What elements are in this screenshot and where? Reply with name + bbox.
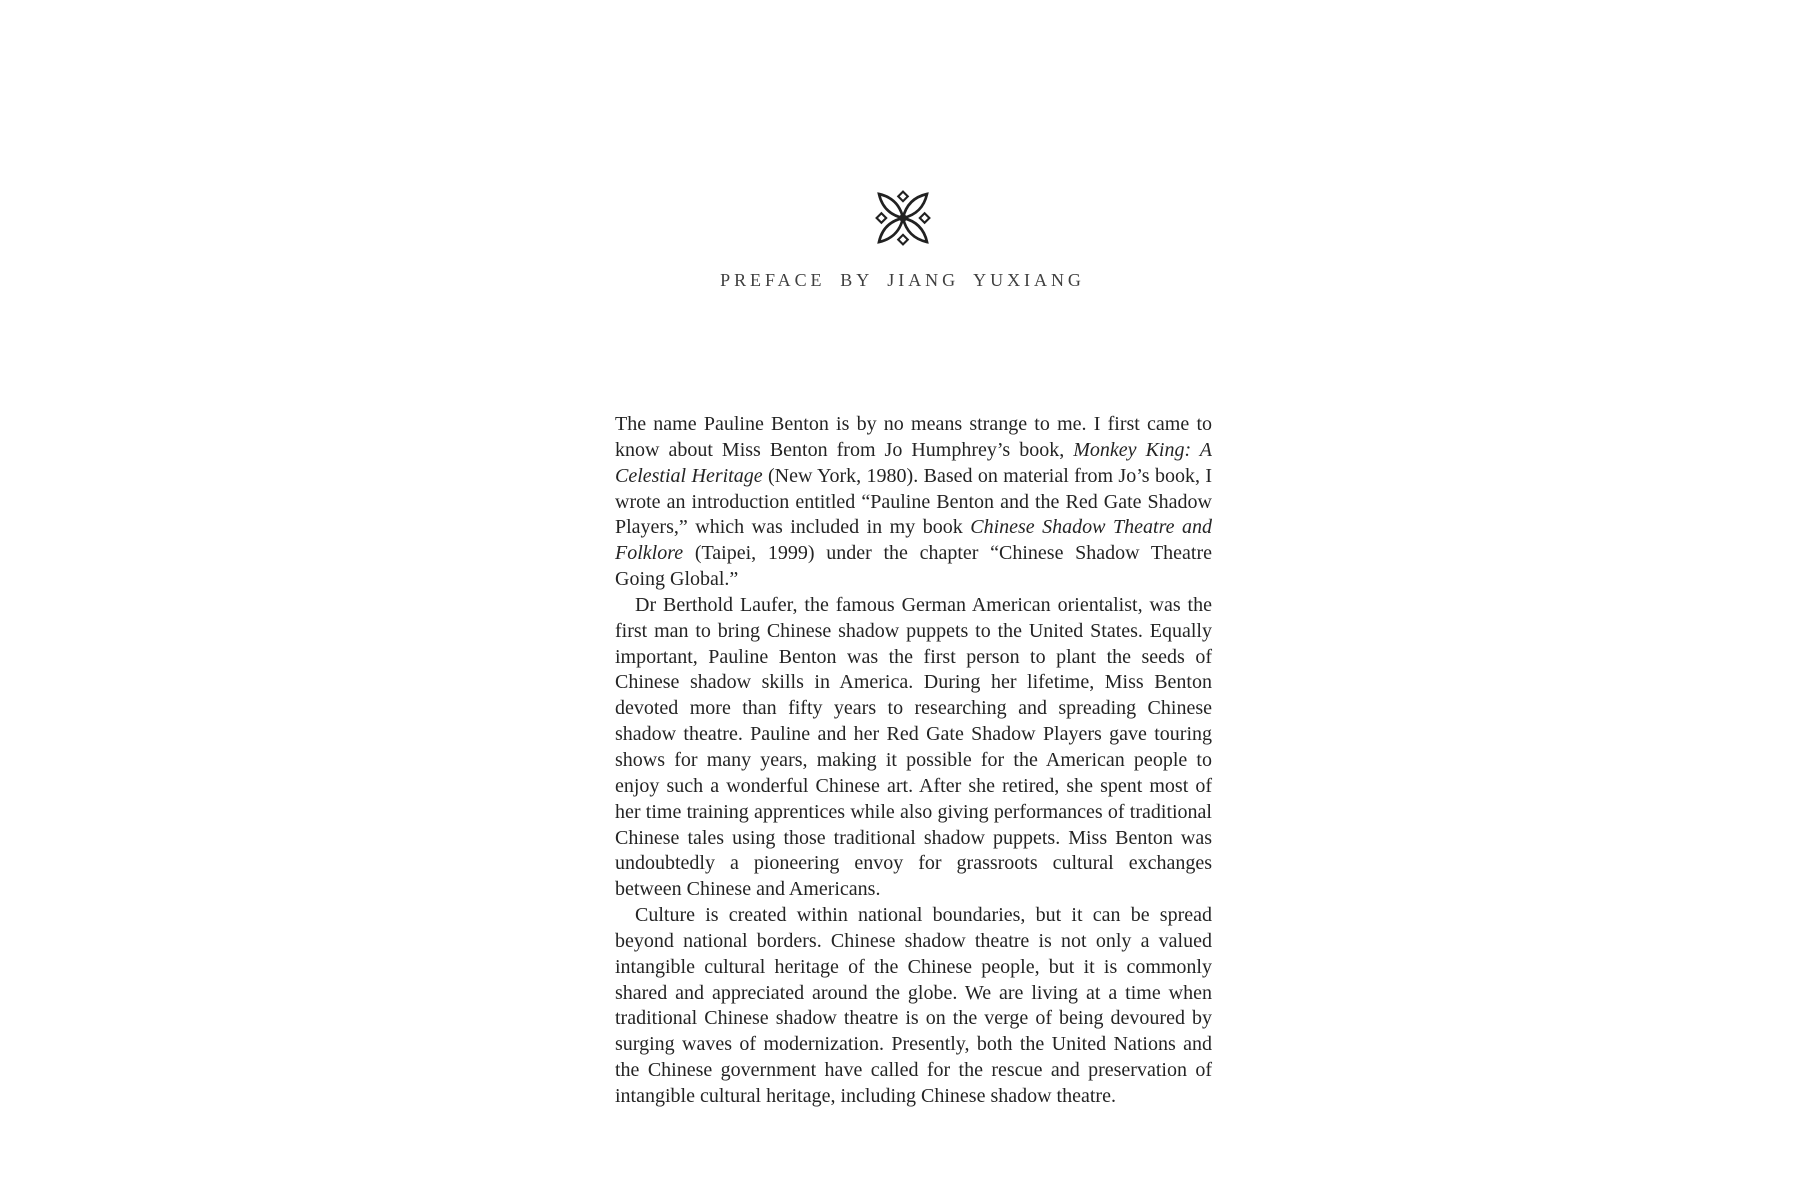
book-title-italic: Chinese Shadow Theatre and Folklore bbox=[615, 516, 1213, 565]
text-run: The name Pauline Benton is by no means strange to me. I first came to know about Miss Benton from Jo Humphrey’s book, bbox=[615, 413, 1212, 461]
book-title-italic: Monkey King: A Celestial Heritage bbox=[615, 438, 1213, 487]
paragraph bbox=[615, 593, 1212, 903]
paragraph bbox=[615, 903, 1212, 1110]
floral-fleuron-icon bbox=[873, 188, 933, 248]
preface-title: PREFACE BY JIANG YUXIANG bbox=[720, 270, 1085, 290]
ornament-container bbox=[604, 188, 1201, 248]
text-run: (New York, 1980). Based on material from Jo’s book, I wrote an introduction entitled “Pauline Benton and the Red Gate Shadow Players,” which was included in my book bbox=[615, 464, 1212, 539]
text-run: Culture is created within national boundaries, but it can be spread beyond national borders. Chinese shadow theatre is not only a valued intangible cultural heritage of the Chinese people, but it is commonly shared and appreciated around the globe. We are living at a time when traditional Chinese shadow theatre is on the verge of being devoured by surging waves of modernization. Presently, both the United Nations and the Chinese government have called for the rescue and preservation of intangible cultural heritage, including Chinese shadow theatre. bbox=[615, 904, 1212, 1107]
preface-body bbox=[615, 412, 1212, 1110]
text-run: Dr Berthold Laufer, the famous German American orientalist, was the first man to bring Chinese shadow puppets to the United States. Equally important, Pauline Benton was the first person to plant the seeds of Chinese shadow skills in America. During her lifetime, Miss Benton devoted more than fifty years to researching and spreading Chinese shadow theatre. Pauline and her Red Gate Shadow Players gave touring shows for many years, making it possible for the American people to enjoy such a wonderful Chinese art. After she retired, she spent most of her time training apprentices while also giving performances of traditional Chinese tales using those traditional shadow puppets. Miss Benton was undoubtedly a pioneering envoy for grassroots cultural exchanges between Chinese and Americans. bbox=[615, 593, 1212, 901]
text-run: (Taipei, 1999) under the chapter “Chinese Shadow Theatre Going Global.” bbox=[615, 542, 1212, 591]
paragraph bbox=[615, 412, 1212, 593]
